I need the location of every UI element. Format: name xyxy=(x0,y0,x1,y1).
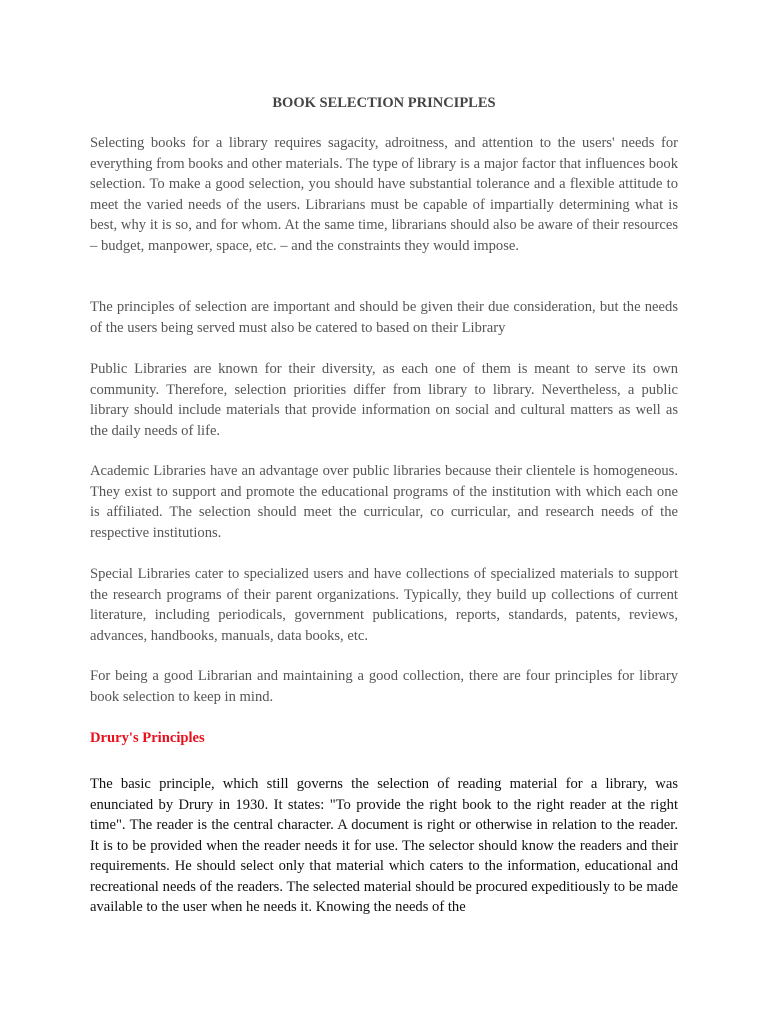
page-title: BOOK SELECTION PRINCIPLES xyxy=(272,95,496,111)
drury-paragraph: The basic principle, which still governs the selection of reading material for a library, was enunciated by Drury in 1930. It states: "To provide the right book to the right reader at the right time". The reader is the central character. A document is right or otherwise in relation to the reader. It is to be provided when the reader needs it for use. The selector should know the readers and their requirements. He should select only that material which caters to the information, educational and recreational needs of the readers. The selected material should be procured expeditiously to be made available to the user when he needs it. Knowing the needs of the xyxy=(90,776,678,915)
academic-libraries-paragraph: Academic Libraries have an advantage over public libraries because their clientele is homogeneous. They exist to support and promote the educational programs of the institution with which each one is affiliated. The selection should meet the curricular, co curricular, and research needs of the respective institutions. xyxy=(90,463,678,541)
public-libraries-paragraph: Public Libraries are known for their diversity, as each one of them is meant to serve its own community. Therefore, selection priorities differ from library to library. Nevertheless, a public library should include materials that provide information on social and cultural matters as well as the daily needs of life. xyxy=(90,361,678,439)
special-libraries-paragraph: Special Libraries cater to specialized users and have collections of specialized materials to support the research programs of their parent organizations. Typically, they build up collections of current literature, including periodicals, government publications, reports, standards, patents, reviews, advances, handbooks, manuals, data books, etc. xyxy=(90,566,678,644)
intro-paragraph: Selecting books for a library requires sagacity, adroitness, and attention to the users' needs for everything from books and other materials. The type of library is a major factor that influences book selection. To make a good selection, you should have substantial tolerance and a flexible attitude to meet the varied needs of the users. Librarians must be capable of impartially determining what is best, why it is so, and for whom. At the same time, librarians should also be aware of their resources – budget, manpower, space, etc. – and the constraints they would impose. xyxy=(90,135,678,254)
section-heading-drury: Drury's Principles xyxy=(90,730,205,746)
four-principles-paragraph: For being a good Librarian and maintaining a good collection, there are four principles for library book selection to keep in mind. xyxy=(90,668,678,705)
document-page xyxy=(90,0,678,1024)
principles-paragraph: The principles of selection are important and should be given their due consideration, but the needs of the users being served must also be catered to based on their Library xyxy=(90,299,678,336)
